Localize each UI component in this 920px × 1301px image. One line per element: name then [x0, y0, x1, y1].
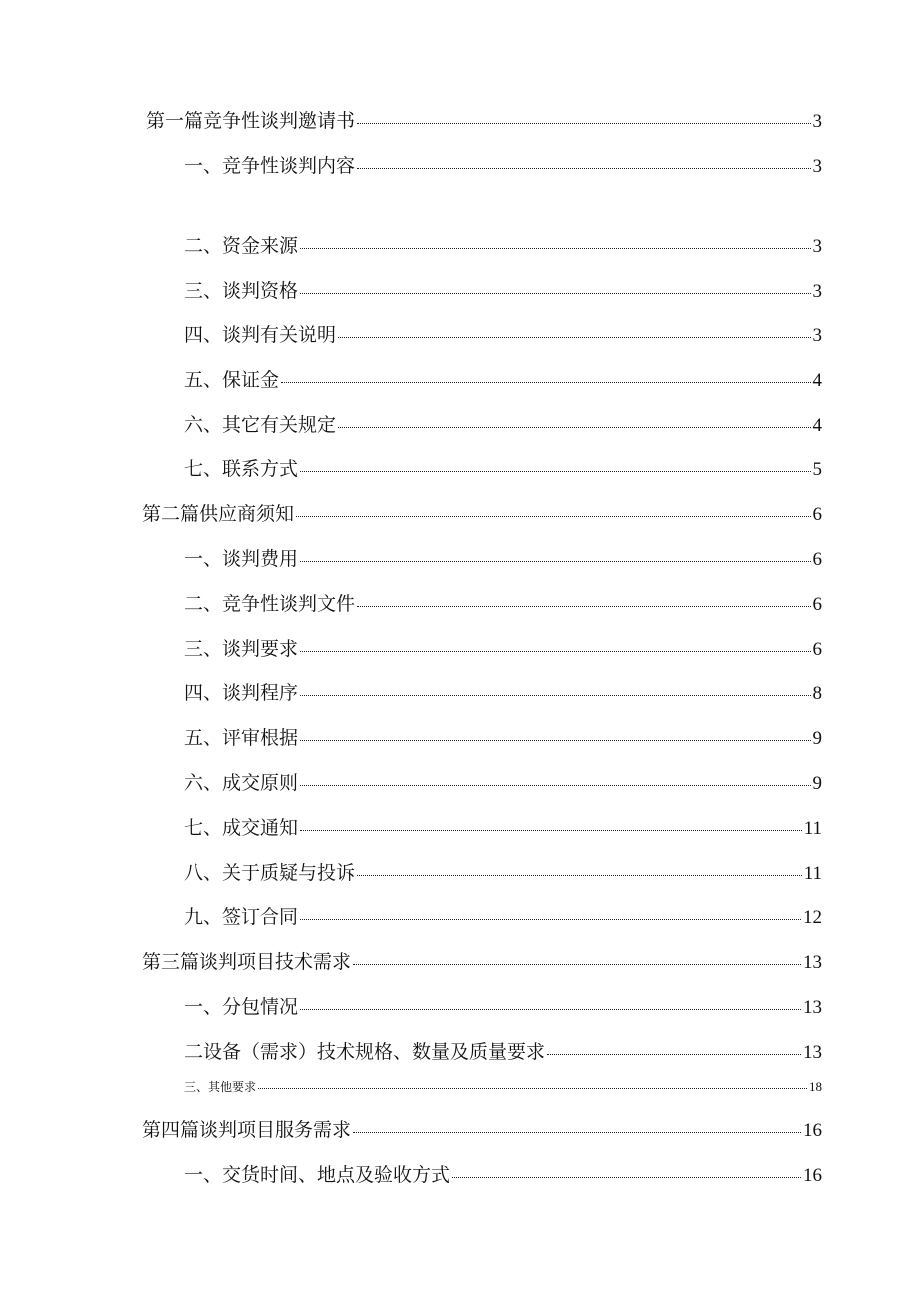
toc-entry-title: 三、谈判要求: [184, 638, 299, 660]
toc-entry[interactable]: [184, 726, 822, 751]
toc-entry-page: 6: [812, 594, 822, 615]
toc-dot-leader: [281, 382, 810, 383]
toc-entry-page: 6: [812, 504, 822, 525]
toc-dot-leader: [452, 1177, 801, 1178]
toc-entry-title: 九、签订合同: [184, 906, 299, 928]
toc-entry-page: 4: [812, 415, 822, 436]
toc-dot-leader: [300, 471, 810, 472]
toc-entry-page: 5: [812, 459, 822, 480]
toc-dot-leader: [300, 651, 810, 652]
toc-dot-leader: [357, 606, 810, 607]
toc-entry-part-4[interactable]: [142, 1118, 822, 1143]
toc-entry-page: 13: [803, 997, 822, 1018]
toc-entry-title: 五、评审根据: [184, 727, 299, 749]
toc-dot-leader: [353, 1132, 801, 1133]
toc-dot-leader: [353, 964, 801, 965]
toc-entry-title: 八、关于质疑与投诉: [184, 862, 356, 884]
toc-entry-page: 3: [812, 156, 822, 177]
toc-entry-page: 12: [803, 907, 822, 928]
toc-entry-title: 六、成交原则: [184, 772, 299, 794]
toc-entry-title: 七、成交通知: [184, 817, 299, 839]
toc-dot-leader: [300, 785, 810, 786]
toc-entry[interactable]: [184, 234, 822, 259]
toc-entry[interactable]: [184, 771, 822, 796]
toc-entry[interactable]: [184, 905, 822, 930]
toc-entry[interactable]: [184, 681, 822, 706]
toc-entry-part-2[interactable]: [142, 502, 822, 527]
toc-entry[interactable]: [184, 457, 822, 482]
toc-entry-title: 六、其它有关规定: [184, 414, 337, 436]
toc-entry-title: 一、交货时间、地点及验收方式: [184, 1164, 451, 1186]
toc-entry[interactable]: [184, 637, 822, 662]
toc-dot-leader: [547, 1054, 801, 1055]
toc-entry[interactable]: [184, 592, 822, 617]
toc-entry-title: 一、谈判费用: [184, 548, 299, 570]
toc-entry[interactable]: [184, 413, 822, 438]
toc-entry-title: 四、谈判程序: [184, 682, 299, 704]
toc-entry[interactable]: [184, 154, 822, 179]
toc-entry-page: 16: [803, 1120, 822, 1141]
toc-dot-leader: [357, 168, 810, 169]
toc-entry[interactable]: [184, 995, 822, 1020]
toc-entry-page: 3: [812, 325, 822, 346]
toc-entry-title: 二设备（需求）技术规格、数量及质量要求: [184, 1041, 546, 1063]
toc-entry-part-1[interactable]: [146, 109, 822, 134]
toc-dot-leader: [338, 427, 810, 428]
toc-entry-page: 16: [803, 1165, 822, 1186]
toc-entry-page: 13: [803, 1042, 822, 1063]
toc-entry-page: 6: [812, 549, 822, 570]
toc-dot-leader: [258, 1088, 807, 1089]
toc-entry-page: 11: [803, 863, 822, 884]
toc-entry-title: 第三篇谈判项目技术需求: [142, 951, 352, 973]
toc-entry-title: 二、竞争性谈判文件: [184, 593, 356, 615]
toc-entry[interactable]: [184, 368, 822, 393]
toc-entry[interactable]: [184, 861, 822, 886]
toc-dot-leader: [300, 1009, 801, 1010]
toc-dot-leader: [300, 248, 810, 249]
toc-entry-title: 一、竞争性谈判内容: [184, 155, 356, 177]
toc-dot-leader: [300, 919, 801, 920]
toc-entry-page: 18: [809, 1079, 822, 1094]
toc-entry-title: 第二篇供应商须知: [142, 503, 295, 525]
toc-entry-title: 四、谈判有关说明: [184, 324, 337, 346]
toc-entry-page: 3: [812, 236, 822, 257]
toc-dot-leader: [357, 123, 810, 124]
toc-dot-leader: [300, 561, 810, 562]
toc-entry[interactable]: [184, 323, 822, 348]
toc-entry-page: 13: [803, 952, 822, 973]
toc-entry-page: 9: [812, 728, 822, 749]
toc-entry[interactable]: [184, 1040, 822, 1065]
toc-entry-page: 4: [812, 370, 822, 391]
toc-entry[interactable]: [184, 547, 822, 572]
toc-entry-page: 6: [812, 639, 822, 660]
toc-entry-page: 3: [812, 111, 822, 132]
toc-entry-page: 8: [812, 683, 822, 704]
toc-entry-title: 五、保证金: [184, 369, 280, 391]
toc-dot-leader: [300, 695, 810, 696]
toc-entry-title: 七、联系方式: [184, 458, 299, 480]
toc-dot-leader: [357, 875, 802, 876]
toc-dot-leader: [300, 293, 810, 294]
toc-entry-part-3[interactable]: [142, 950, 822, 975]
toc-entry-page: 11: [803, 818, 822, 839]
toc-entry[interactable]: [184, 1163, 822, 1188]
toc-dot-leader: [296, 516, 810, 517]
toc-entry[interactable]: [184, 279, 822, 304]
toc-entry-page: 9: [812, 773, 822, 794]
toc-entry-small[interactable]: [184, 1079, 822, 1095]
toc-dot-leader: [300, 830, 802, 831]
toc-entry-title: 三、谈判资格: [184, 280, 299, 302]
toc-entry-page: 3: [812, 281, 822, 302]
toc-entry-title: 二、资金来源: [184, 235, 299, 257]
toc-entry-title: 一、分包情况: [184, 996, 299, 1018]
toc-dot-leader: [338, 337, 810, 338]
toc-dot-leader: [300, 740, 810, 741]
toc-entry-title: 第一篇竞争性谈判邀请书: [146, 110, 356, 132]
toc-entry-title: 三、其他要求: [184, 1080, 257, 1094]
toc-entry[interactable]: [184, 816, 822, 841]
toc-entry-title: 第四篇谈判项目服务需求: [142, 1119, 352, 1141]
